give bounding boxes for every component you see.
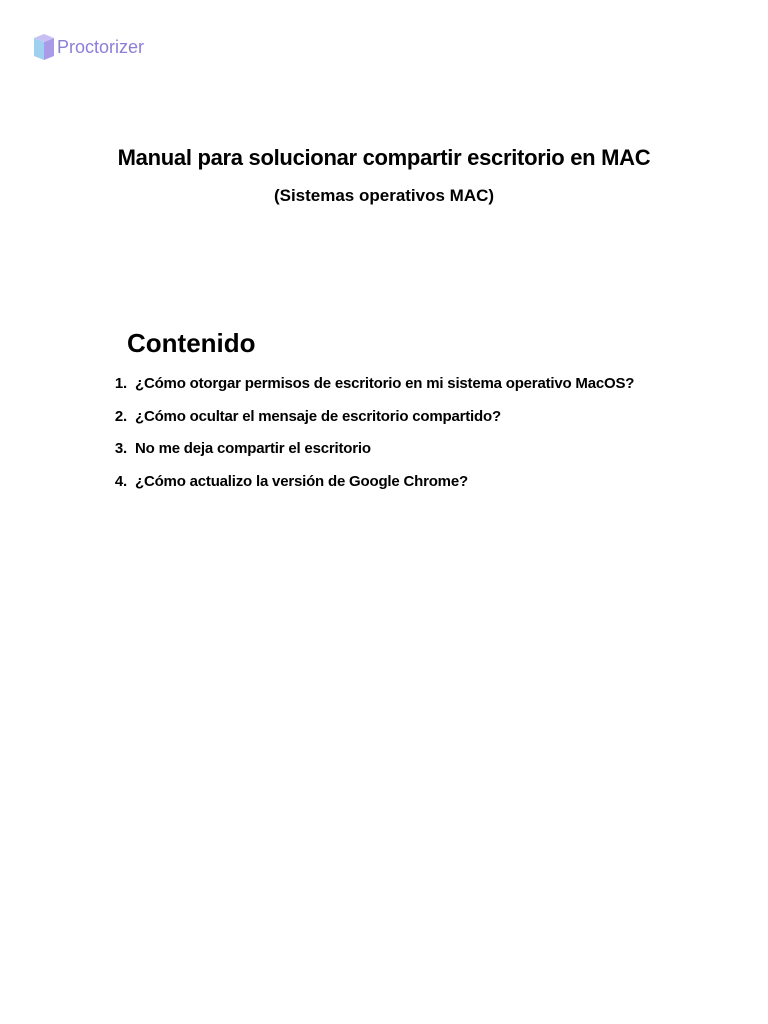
toc-item-number: 3. (114, 440, 127, 457)
toc-item-label[interactable]: ¿Cómo ocultar el mensaje de escritorio compartido? (135, 407, 501, 425)
toc-item[interactable] (96, 406, 716, 439)
book-icon (33, 33, 55, 61)
toc-item[interactable] (96, 373, 716, 406)
toc-list (96, 373, 716, 503)
toc-item-number: 2. (114, 407, 127, 425)
toc-item-label[interactable]: No me deja compartir el escritorio (135, 440, 371, 457)
brand-logo (33, 32, 144, 62)
toc-item-label[interactable]: ¿Cómo otorgar permisos de escritorio en mi sistema operativo MacOS? (135, 375, 635, 392)
toc-item-number: 4. (114, 472, 127, 490)
toc-item[interactable] (96, 438, 716, 471)
toc-heading: Contenido (127, 328, 256, 358)
document-subtitle: (Sistemas operativos MAC) (273, 186, 495, 205)
toc-item-number: 1. (114, 375, 127, 392)
toc-item[interactable] (96, 471, 716, 504)
brand-name: Proctorizer (57, 37, 145, 57)
toc-item-label[interactable]: ¿Cómo actualizo la versión de Google Chrome? (135, 472, 468, 490)
document-title: Manual para solucionar compartir escritorio en MAC (117, 145, 651, 170)
